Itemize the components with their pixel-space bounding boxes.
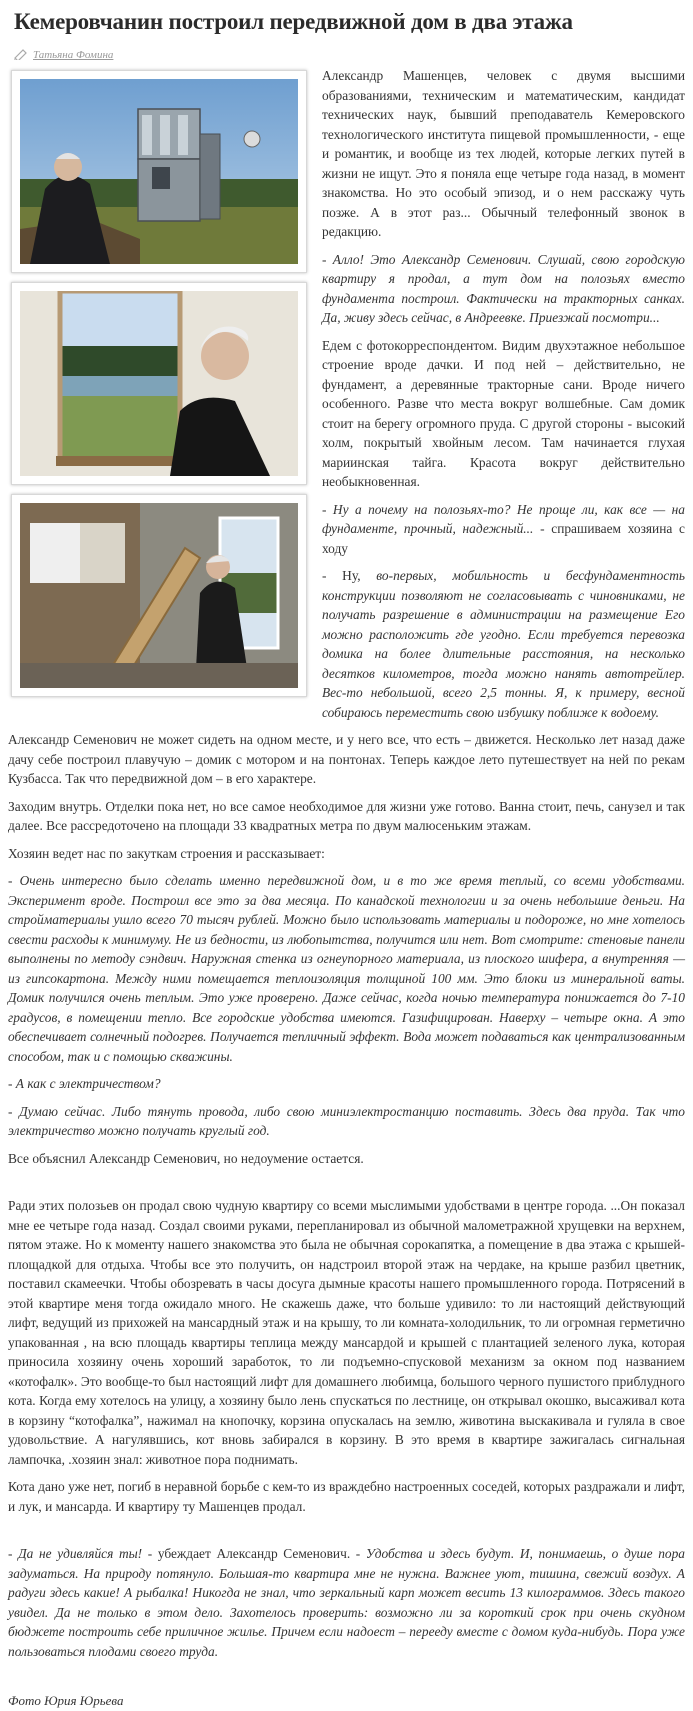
answer-electricity: - Думаю сейчас. Либо тянуть провода, либо свою миниэлектростанцию поставить. Здесь два пруда. Так что электричество можно получать круглый год. [8,1103,685,1138]
question-attribution: - спрашиваем хозяина с ходу [322,521,685,556]
paragraph-apartment: Ради этих полозьев он продал свою чудную квартиру со всеми мыслимыми удобствами в центре города. ...Он показал мне ее четыре года назад. Создал своими руками, перепланировал из обычной малометражной хрущевки на верхнем, пятом этаже. Но к моменту нашего знакомства это была не обычная сорокапятка, а помещение в два этажа с крышей-площадкой для отдыха. Чтобы все это получить, он надстроил второй этаж на чердаке, на крыше разбил цветник, поставил скамеечки. Чтобы обозревать в часы досуга дымные красоты нашего промышленного города. Потрясений в этой квартире меня тогда ожидало много. Не скажешь даже, что больше удивило: то ли настоящий действующий лифт, ведущий из прихожей на мансардный этаж и на крышу, то ли комната-холодильник, то ли огромная герметично упакованная , на всю площадь квартиры теплица между мансардой и крышей с плантацией зеленого лука, которая приносила хозяину очень хороший заработок, то ли подъемно-спусковой механизм за окном под названием «котофалк». Это вообще-то был настоящий лифт для домашнего любимца, большого черного пушистого приблудного кота. Когда ему хотелось на улицу, а хозяину было лень спускаться по лестнице, он открывал окошко, высаживал кота в корзину “котофалка”, нажимал на кнопочку, корзина опускалась на землю, животина выскакивала и гуляла в свое удовольствие. А нагулявшись, кот вновь забирался в корзину. В это время в квартире зажигалась сигнальная лампочка, .хозяин знал: животное пора поднимать. [8,1198,685,1467]
spacer [8,1176,685,1196]
paragraph-character: Александр Семенович не может сидеть на одном месте, и у него все, что есть – движется. Несколько лет назад даже дачу себе построил плавучую – домик с мотором и на понтонах. Теперь каждое лето путешествует на ней по рекам Кузбасса. Так что передвижной дом – в его характере. [8,732,685,786]
closing-quote: Удобства и здесь будут. И, понимаешь, о душе пора задуматься. На природу потянуло. Большая-то квартира мне не нужна. Важнее уют, тишина, свежий воздух. А радуги здесь какие! А рыбалка! Никогда не знал, что зеркальный карп может весить 13 килограммов. Здесь такого увидел. Да не только в этом дело. Захотелось проверить: возможно ли за короткий срок при очень скудном бюджете построить себе приличное жилье. Причем если надоест – перееду вместе с домом куда-нибудь. Пора уже пользоваться плодами своего труда. [8,1546,685,1659]
quote-closing [8,1544,685,1661]
paragraph-arrival: Едем с фотокорреспондентом. Видим двухэтажное небольшое строение вроде дачки. И под ней – действительно, не фундамент, а деревянные тракторные сани. Вроде ничего особенного. Разве что места вокруг волшебные. Сам домик стоит на берегу огромного пруда. С другой стороны - высокий холм, покрытый хвойным лесом. Там начинается глухая мариинская тайга. Красота вокруг действительно необыкновенная. [322,337,685,489]
interior-image [20,503,298,688]
photo-credit: Фото Юрия Юрьева [8,1693,124,1708]
question-electricity: - А как с электричеством? [8,1076,161,1091]
answer-body: во-первых, мобильность и бесфундаментность конструкции позволяют не согласовывать с чиновниками, не получать разрешение в администрации на размещение Его можно расположить где угодно. Если требуется перевозка домика на более длительные расстояния, на несколько десятков километров, тогда можно нанять автотрейлер. Вес-то небольшой, всего 2,5 тонны. Я, к примеру, весной собираюсь переместить свою избушку поближе к водоему. [322,568,685,720]
paragraph-intro: Александр Машенцев, человек с двумя высшими образованиями, техническим и математическим, кандидат технических наук, бывший преподаватель Кемеровского технологического института пищевой промышленности, - еще и романтик, и вообще из тех людей, которые легких путей в жизни не ищут. Это я поняла еще четыре года назад, в момент знакомства. Но это особый эпизод, и о нем расскажу чуть позже. А в этот раз... Обычный телефонный звонок в редакцию. [322,68,685,239]
pencil-icon [13,48,29,60]
paragraph-tour: Хозяин ведет нас по закуткам строения и рассказывает: [8,845,325,861]
photo-house-exterior[interactable] [11,70,307,273]
author-line [8,44,685,66]
paragraph-cat: Кота дано уже нет, погиб в неравной борьбе с кем-то из враждебно настроенных соседей, которых раздражали и лифт, и лук, и мансарда. И квартиру ту Машенцев продал. [8,1479,685,1514]
closing-attribution: - убеждает Александр Семенович. - [142,1546,366,1561]
closing-exclamation: - Да не удивляйся ты! [8,1546,143,1561]
spacer [8,1524,685,1544]
photo-interior[interactable] [11,494,307,697]
question-text: - Ну а почему на полозьях-то? Не проще ли, как все — на фундаменте, прочный, надежный... [322,501,685,536]
house-exterior-image [20,79,298,264]
paragraph-inside: Заходим внутрь. Отделки пока нет, но все самое необходимое для жизни уже готово. Ванна стоит, печь, санузел и так далее. Все рассредоточено на площади 33 квадратных метра по двум малюсеньким этажам. [8,798,685,833]
paragraph-bewilderment: Все объяснил Александр Семенович, но недоумение остается. [8,1150,364,1166]
photo-column [8,66,312,706]
author-link[interactable]: Татьяна Фомина [33,49,114,61]
window-view-image [20,291,298,476]
article-title: Кемеровчанин построил передвижной дом в два этажа [14,9,573,34]
answer-lead: - Ну, [322,568,361,583]
photo-window-view[interactable] [11,282,307,485]
quote-phone-call: - Алло! Это Александр Семенович. Слушай, свою городскую квартиру я продал, а тут дом на полозьях вместо фундамента построил. Фактически на тракторных санках. Да, живу здесь сейчас, в Андреевке. Приезжай посмотри... [322,251,685,325]
quote-construction: - Очень интересно было сделать именно передвижной дом, и в то же время теплый, со всеми удобствами. Эксперимент вроде. Построил все это за два месяца. По канадской технологии и за очень небольшие деньги. На стройматериалы ушло всего 70 тысяч рублей. Можно было использовать материалы и подороже, но мне хотелось свести расходы к минимуму. Не из бедности, из любопытства, получится или нет. Вот смотрите: стеновые панели выполнены по методу сэндвич. Наружная стенка из огнеупорного материала, из плоского шифера, а внутренняя — из гипсокартона. Между ними помещается теплоизоляция толщиной 100 мм. Это блоки из минеральной ваты. Домик получился очень теплым. Это уже проверено. Даже сейчас, когда ночью температура понижается до 7-10 градусов, в помещении тепло. Все городские удобства имеются. Газифицирован. Наверху – четыре окна. А это обеспечивает солнечный подогрев. Получается тепличный эффект. Вода может подаваться как централизованным способом, так и с помощью скважины. [8,873,685,1064]
